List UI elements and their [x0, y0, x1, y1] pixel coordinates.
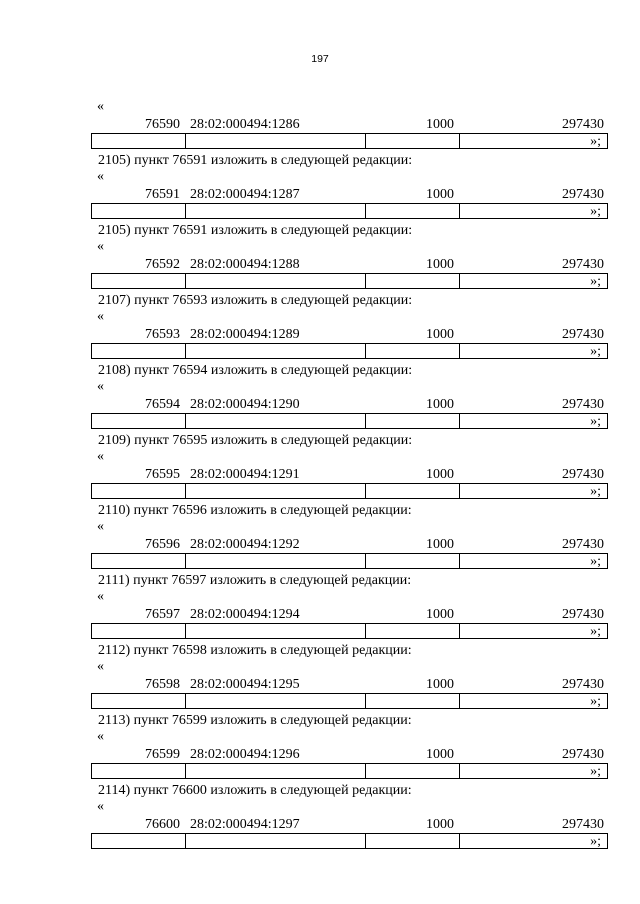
amendment-entry — [0, 713, 640, 783]
closing-quote: »; — [590, 554, 601, 569]
cell-divider — [185, 414, 186, 428]
empty-table-row — [91, 833, 608, 849]
price-value: 297430 — [562, 537, 604, 552]
amendment-entry — [0, 363, 640, 433]
cell-divider — [365, 204, 366, 218]
cadastral-number: 28:02:000494:1286 — [190, 117, 300, 132]
empty-table-row — [91, 693, 608, 709]
price-value: 297430 — [562, 327, 604, 342]
price-value: 297430 — [562, 817, 604, 832]
cell-divider — [459, 764, 460, 778]
table-row — [0, 397, 640, 412]
amendment-entry — [0, 83, 640, 153]
area-value: 1000 — [426, 397, 454, 412]
cell-divider — [365, 344, 366, 358]
empty-table-row — [91, 483, 608, 499]
cadastral-number: 28:02:000494:1287 — [190, 187, 300, 202]
item-number: 76595 — [145, 467, 180, 482]
item-number: 76592 — [145, 257, 180, 272]
item-number: 76600 — [145, 817, 180, 832]
table-row — [0, 187, 640, 202]
amendment-header: 2107) пункт 76593 изложить в следующей редакции: — [98, 293, 413, 308]
cell-divider — [185, 204, 186, 218]
amendment-entry — [0, 573, 640, 643]
area-value: 1000 — [426, 677, 454, 692]
empty-table-row — [91, 763, 608, 779]
cell-divider — [459, 134, 460, 148]
amendment-header: 2113) пункт 76599 изложить в следующей редакции: — [98, 713, 412, 728]
table-row — [0, 467, 640, 482]
amendments-list — [0, 83, 640, 853]
empty-table-row — [91, 553, 608, 569]
cell-divider — [459, 694, 460, 708]
cadastral-number: 28:02:000494:1292 — [190, 537, 300, 552]
closing-quote: »; — [590, 624, 601, 639]
empty-table-row — [91, 623, 608, 639]
item-number: 76598 — [145, 677, 180, 692]
price-value: 297430 — [562, 747, 604, 762]
item-number: 76594 — [145, 397, 180, 412]
opening-quote: « — [97, 799, 104, 814]
cell-divider — [365, 274, 366, 288]
amendment-header: 2105) пункт 76591 изложить в следующей редакции: — [98, 223, 413, 238]
amendment-header: 2110) пункт 76596 изложить в следующей редакции: — [98, 503, 412, 518]
opening-quote: « — [97, 379, 104, 394]
area-value: 1000 — [426, 187, 454, 202]
cadastral-number: 28:02:000494:1290 — [190, 397, 300, 412]
amendment-header: 2109) пункт 76595 изложить в следующей редакции: — [98, 433, 413, 448]
opening-quote: « — [97, 519, 104, 534]
opening-quote: « — [97, 99, 104, 114]
area-value: 1000 — [426, 747, 454, 762]
empty-table-row — [91, 273, 608, 289]
cell-divider — [185, 344, 186, 358]
area-value: 1000 — [426, 327, 454, 342]
cell-divider — [185, 554, 186, 568]
area-value: 1000 — [426, 467, 454, 482]
table-row — [0, 257, 640, 272]
empty-table-row — [91, 133, 608, 149]
table-row — [0, 117, 640, 132]
empty-table-row — [91, 413, 608, 429]
price-value: 297430 — [562, 677, 604, 692]
amendment-header: 2108) пункт 76594 изложить в следующей редакции: — [98, 363, 413, 378]
amendment-header: 2112) пункт 76598 изложить в следующей редакции: — [98, 643, 412, 658]
cell-divider — [459, 204, 460, 218]
closing-quote: »; — [590, 344, 601, 359]
item-number: 76593 — [145, 327, 180, 342]
table-row — [0, 817, 640, 832]
opening-quote: « — [97, 449, 104, 464]
page-number: 197 — [311, 53, 329, 65]
cell-divider — [365, 834, 366, 848]
area-value: 1000 — [426, 607, 454, 622]
table-row — [0, 747, 640, 762]
cell-divider — [459, 414, 460, 428]
amendment-header: 2105) пункт 76591 изложить в следующей редакции: — [98, 153, 413, 168]
item-number: 76590 — [145, 117, 180, 132]
closing-quote: »; — [590, 834, 601, 849]
table-row — [0, 677, 640, 692]
cell-divider — [185, 834, 186, 848]
amendment-header: 2111) пункт 76597 изложить в следующей редакции: — [98, 573, 412, 588]
opening-quote: « — [97, 659, 104, 674]
amendment-entry — [0, 783, 640, 853]
amendment-entry — [0, 153, 640, 223]
opening-quote: « — [97, 729, 104, 744]
price-value: 297430 — [562, 257, 604, 272]
cell-divider — [365, 554, 366, 568]
item-number: 76597 — [145, 607, 180, 622]
cell-divider — [365, 764, 366, 778]
amendment-entry — [0, 293, 640, 363]
price-value: 297430 — [562, 117, 604, 132]
cadastral-number: 28:02:000494:1291 — [190, 467, 300, 482]
cell-divider — [185, 694, 186, 708]
item-number: 76591 — [145, 187, 180, 202]
cell-divider — [459, 484, 460, 498]
cell-divider — [185, 134, 186, 148]
cadastral-number: 28:02:000494:1288 — [190, 257, 300, 272]
cell-divider — [459, 624, 460, 638]
cell-divider — [365, 484, 366, 498]
cell-divider — [365, 694, 366, 708]
item-number: 76599 — [145, 747, 180, 762]
item-number: 76596 — [145, 537, 180, 552]
price-value: 297430 — [562, 607, 604, 622]
price-value: 297430 — [562, 187, 604, 202]
opening-quote: « — [97, 309, 104, 324]
cell-divider — [185, 624, 186, 638]
cell-divider — [459, 344, 460, 358]
cadastral-number: 28:02:000494:1296 — [190, 747, 300, 762]
empty-table-row — [91, 343, 608, 359]
opening-quote: « — [97, 589, 104, 604]
cell-divider — [459, 554, 460, 568]
area-value: 1000 — [426, 117, 454, 132]
closing-quote: »; — [590, 764, 601, 779]
amendment-entry — [0, 433, 640, 503]
cell-divider — [365, 624, 366, 638]
table-row — [0, 607, 640, 622]
cell-divider — [459, 834, 460, 848]
opening-quote: « — [97, 239, 104, 254]
amendment-entry — [0, 503, 640, 573]
area-value: 1000 — [426, 257, 454, 272]
empty-table-row — [91, 203, 608, 219]
amendment-entry — [0, 223, 640, 293]
closing-quote: »; — [590, 484, 601, 499]
opening-quote: « — [97, 169, 104, 184]
cell-divider — [185, 274, 186, 288]
cell-divider — [365, 414, 366, 428]
cell-divider — [365, 134, 366, 148]
closing-quote: »; — [590, 274, 601, 289]
price-value: 297430 — [562, 467, 604, 482]
cell-divider — [459, 274, 460, 288]
cell-divider — [185, 764, 186, 778]
price-value: 297430 — [562, 397, 604, 412]
cadastral-number: 28:02:000494:1289 — [190, 327, 300, 342]
closing-quote: »; — [590, 414, 601, 429]
cadastral-number: 28:02:000494:1294 — [190, 607, 300, 622]
closing-quote: »; — [590, 204, 601, 219]
table-row — [0, 537, 640, 552]
amendment-entry — [0, 643, 640, 713]
closing-quote: »; — [590, 134, 601, 149]
amendment-header: 2114) пункт 76600 изложить в следующей редакции: — [98, 783, 412, 798]
cadastral-number: 28:02:000494:1295 — [190, 677, 300, 692]
closing-quote: »; — [590, 694, 601, 709]
table-row — [0, 327, 640, 342]
area-value: 1000 — [426, 817, 454, 832]
cadastral-number: 28:02:000494:1297 — [190, 817, 300, 832]
area-value: 1000 — [426, 537, 454, 552]
cell-divider — [185, 484, 186, 498]
